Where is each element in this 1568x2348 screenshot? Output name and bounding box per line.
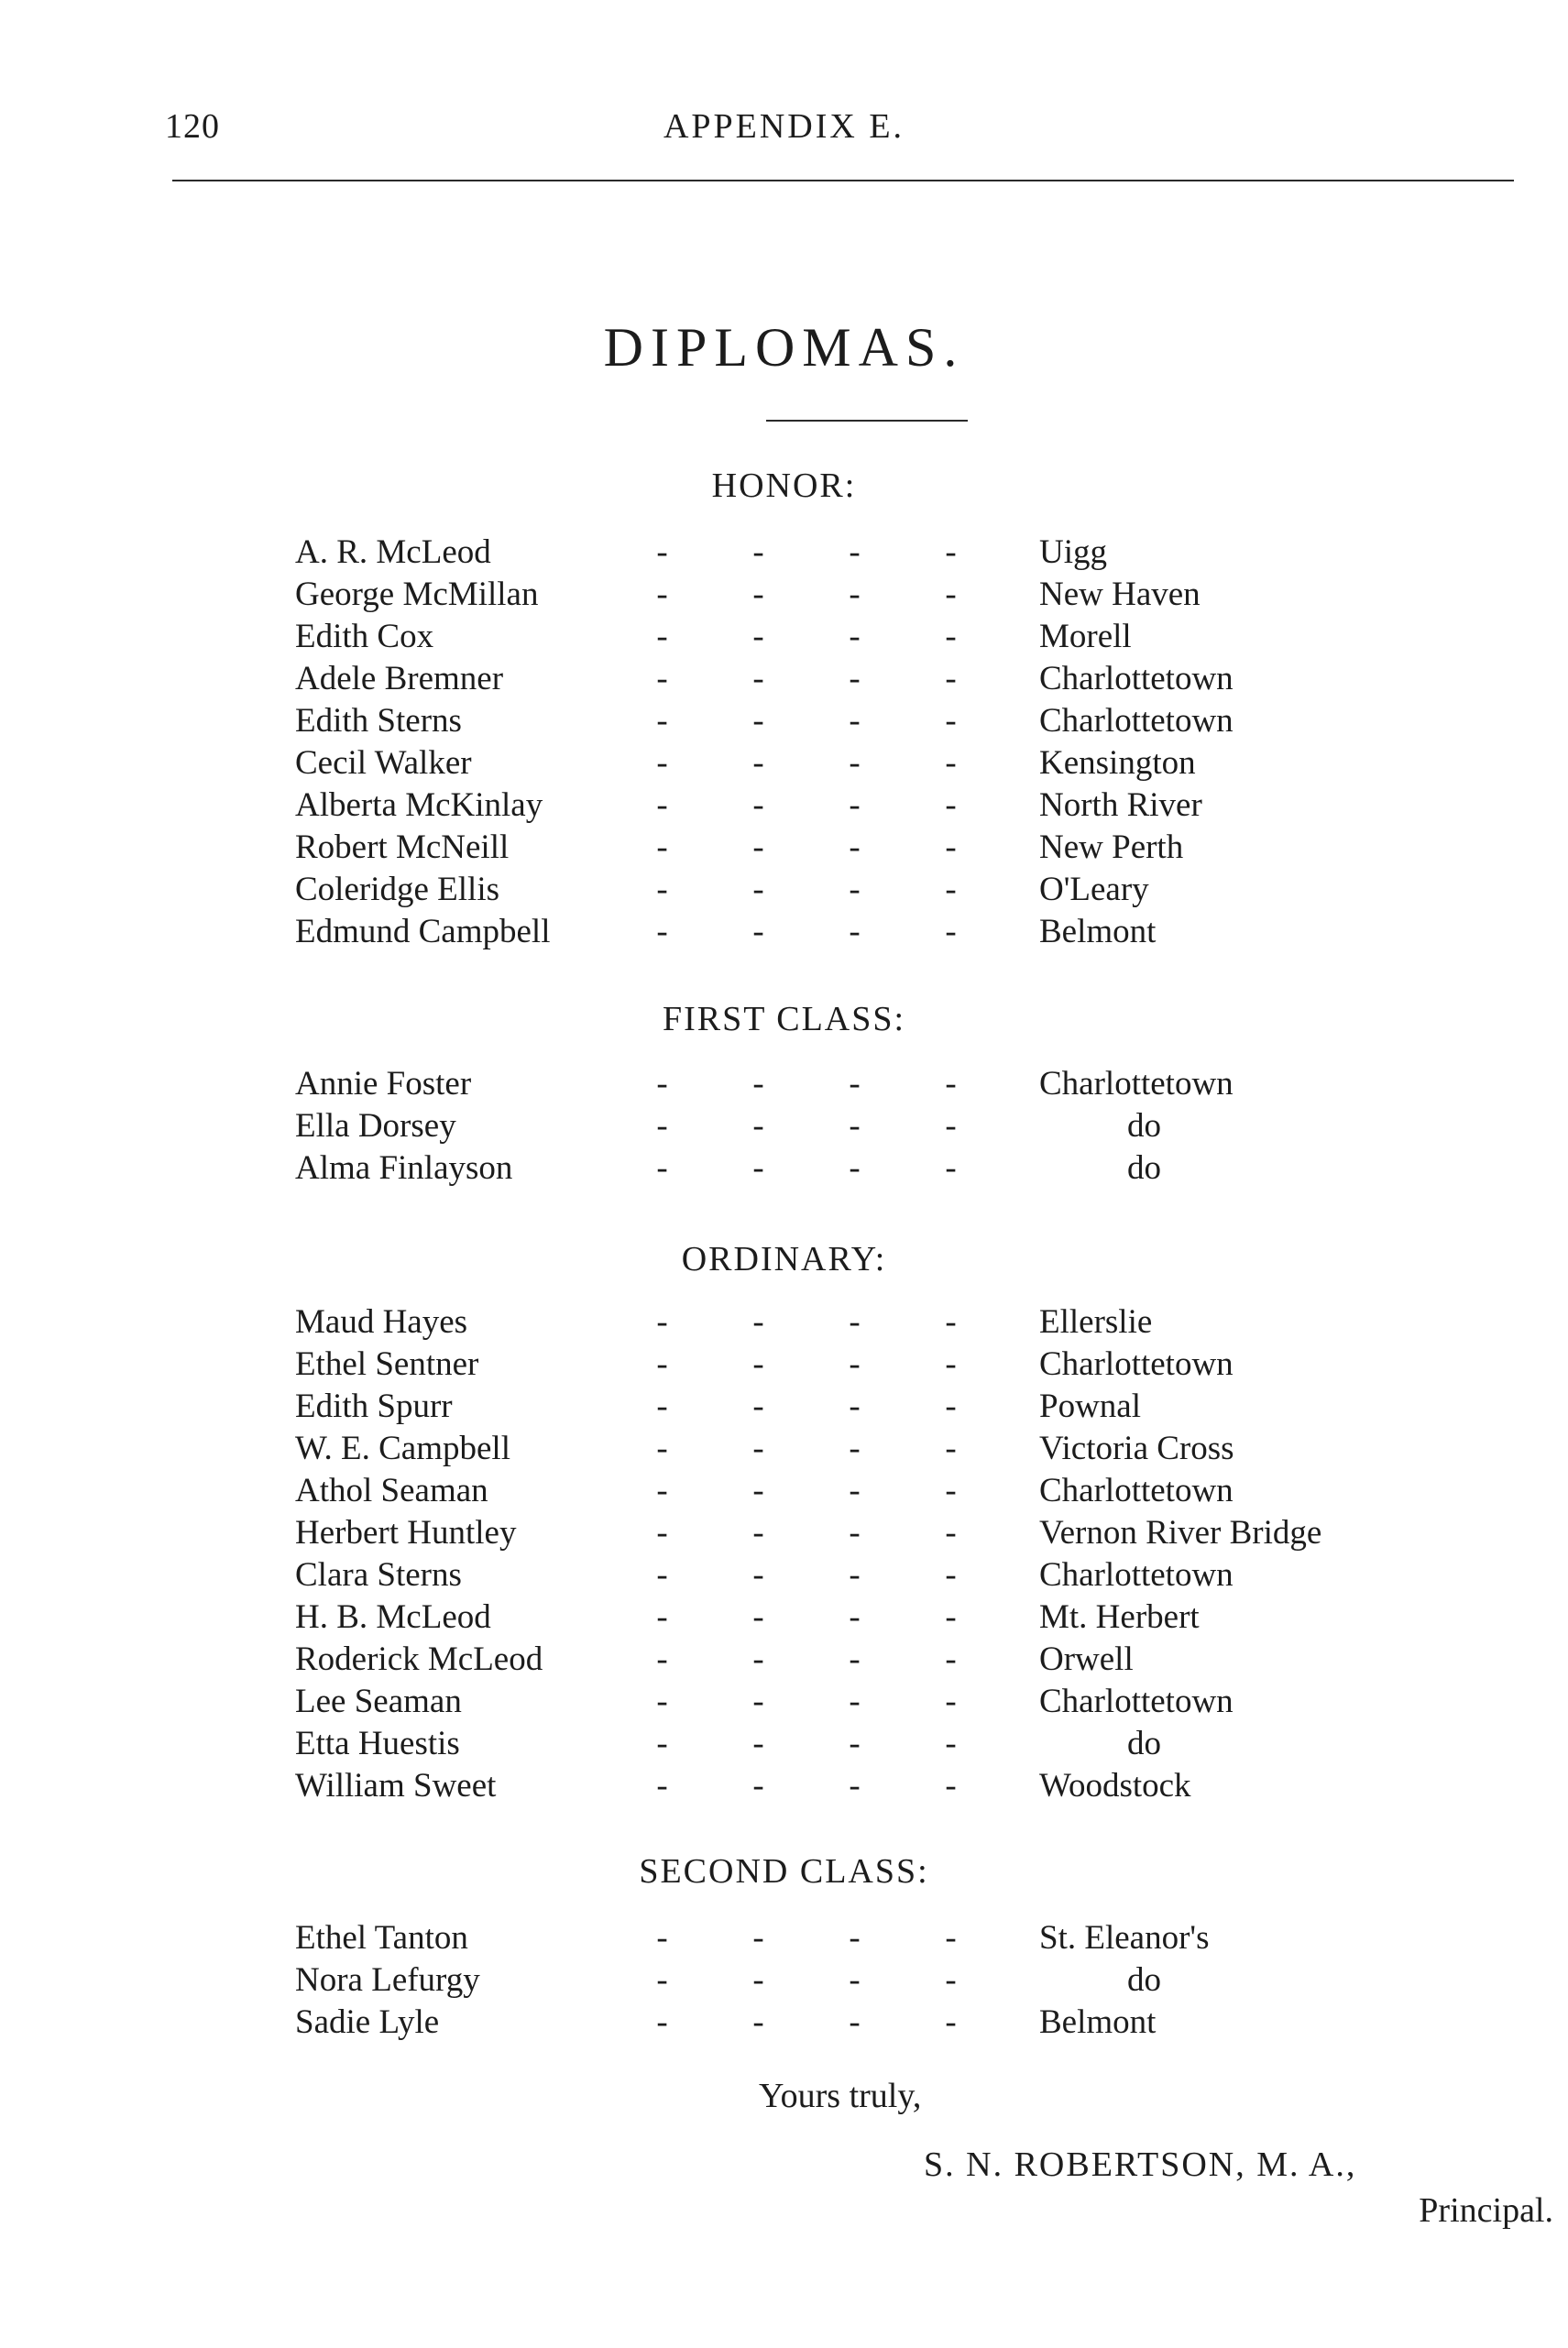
- entry-name: W. E. Campbell: [295, 1430, 510, 1467]
- leader-dots: - - - -: [656, 1767, 957, 1805]
- entry-place: New Haven: [1039, 576, 1201, 613]
- entry-place: Charlottetown: [1039, 1345, 1234, 1383]
- entry-name: Edith Spurr: [295, 1388, 453, 1425]
- list-item: [0, 616, 1568, 658]
- leader-dots: - - - -: [656, 1919, 957, 1957]
- page-number: 120: [165, 107, 220, 146]
- list-item: [0, 1723, 1568, 1765]
- leader-dots: - - - -: [656, 1345, 957, 1383]
- leader-dots: - - - -: [656, 1725, 957, 1762]
- leader-dots: - - - -: [656, 1388, 957, 1425]
- entry-place: Charlottetown: [1039, 1683, 1234, 1720]
- leader-dots: - - - -: [656, 1149, 957, 1187]
- entry-name: Sadie Lyle: [295, 2003, 440, 2041]
- signature-title: Principal.: [1419, 2191, 1553, 2230]
- entry-place: Orwell: [1039, 1640, 1134, 1678]
- entry-place: Belmont: [1039, 913, 1157, 950]
- entry-name: Edmund Campbell: [295, 913, 551, 950]
- leader-dots: - - - -: [656, 744, 957, 782]
- entry-name: Adele Bremner: [295, 660, 504, 697]
- entry-name: Cecil Walker: [295, 744, 472, 782]
- list-item: [0, 1765, 1568, 1807]
- entry-place: Victoria Cross: [1039, 1430, 1234, 1467]
- leader-dots: - - - -: [656, 702, 957, 740]
- entry-name: H. B. McLeod: [295, 1598, 491, 1636]
- leader-dots: - - - -: [656, 1640, 957, 1678]
- entry-name: Coleridge Ellis: [295, 871, 499, 908]
- entry-name: William Sweet: [295, 1767, 497, 1805]
- list-item: [0, 869, 1568, 911]
- entry-name: Robert McNeill: [295, 828, 510, 866]
- leader-dots: - - - -: [656, 1556, 957, 1594]
- entry-name: Alma Finlayson: [295, 1149, 513, 1187]
- entry-name: Edith Cox: [295, 618, 434, 655]
- list-item: [0, 1147, 1568, 1190]
- entry-name: Nora Lefurgy: [295, 1961, 480, 1999]
- section-heading-second-class: SECOND CLASS:: [639, 1852, 929, 1891]
- leader-dots: - - - -: [656, 1683, 957, 1720]
- entry-name: Ethel Tanton: [295, 1919, 468, 1957]
- leader-dots: - - - -: [656, 1430, 957, 1467]
- entry-place: Charlottetown: [1039, 1556, 1234, 1594]
- leader-dots: - - - -: [656, 1472, 957, 1509]
- leader-dots: - - - -: [656, 871, 957, 908]
- leader-dots: - - - -: [656, 1107, 957, 1145]
- entry-name: Annie Foster: [295, 1065, 472, 1103]
- entry-name: Alberta McKinlay: [295, 786, 543, 824]
- entries-second-class: [0, 1917, 1568, 2044]
- entry-place: Woodstock: [1039, 1767, 1191, 1805]
- list-item: [0, 1105, 1568, 1147]
- entry-place: New Perth: [1039, 828, 1184, 866]
- entry-place: Charlottetown: [1039, 1065, 1234, 1103]
- entry-name: Ethel Sentner: [295, 1345, 479, 1383]
- entry-name: Clara Sterns: [295, 1556, 462, 1594]
- leader-dots: - - - -: [656, 2003, 957, 2041]
- list-item: [0, 911, 1568, 953]
- leader-dots: - - - -: [656, 576, 957, 613]
- entry-place: do: [1127, 1961, 1161, 1999]
- entry-name: Lee Seaman: [295, 1683, 462, 1720]
- list-item: [0, 532, 1568, 574]
- list-item: [0, 784, 1568, 827]
- entry-name: Herbert Huntley: [295, 1514, 517, 1552]
- entry-place: Belmont: [1039, 2003, 1157, 2041]
- list-item: [0, 1063, 1568, 1105]
- list-item: [0, 1344, 1568, 1386]
- leader-dots: - - - -: [656, 1961, 957, 1999]
- list-item: [0, 1596, 1568, 1639]
- entry-name: Etta Huestis: [295, 1725, 460, 1762]
- leader-dots: - - - -: [656, 660, 957, 697]
- list-item: [0, 574, 1568, 616]
- entries-first-class: [0, 1063, 1568, 1190]
- entry-place: Charlottetown: [1039, 660, 1234, 697]
- entry-name: Roderick McLeod: [295, 1640, 543, 1678]
- entry-name: A. R. McLeod: [295, 533, 491, 571]
- list-item: [0, 1301, 1568, 1344]
- closing-salutation: Yours truly,: [759, 2077, 922, 2115]
- entries-ordinary: [0, 1301, 1568, 1807]
- entry-place: do: [1127, 1107, 1161, 1145]
- list-item: [0, 1681, 1568, 1723]
- entry-place: Kensington: [1039, 744, 1196, 782]
- list-item: [0, 1917, 1568, 1959]
- entry-place: Morell: [1039, 618, 1132, 655]
- leader-dots: - - - -: [656, 828, 957, 866]
- entry-place: Uigg: [1039, 533, 1107, 571]
- signature: S. N. ROBERTSON, M. A.,: [924, 2145, 1357, 2184]
- entry-name: Edith Sterns: [295, 702, 462, 740]
- section-heading-ordinary: ORDINARY:: [681, 1240, 887, 1278]
- leader-dots: - - - -: [656, 786, 957, 824]
- leader-dots: - - - -: [656, 1065, 957, 1103]
- section-heading-first-class: FIRST CLASS:: [662, 1000, 906, 1038]
- entry-name: Athol Seaman: [295, 1472, 488, 1509]
- list-item: [0, 827, 1568, 869]
- leader-dots: - - - -: [656, 533, 957, 571]
- page-title: DIPLOMAS.: [603, 317, 965, 378]
- title-rule: [766, 420, 968, 422]
- entries-honor: [0, 532, 1568, 953]
- list-item: [0, 1470, 1568, 1512]
- list-item: [0, 1554, 1568, 1596]
- leader-dots: - - - -: [656, 1514, 957, 1552]
- entry-place: Pownal: [1039, 1388, 1141, 1425]
- leader-dots: - - - -: [656, 1303, 957, 1341]
- list-item: [0, 1959, 1568, 2002]
- list-item: [0, 1386, 1568, 1428]
- list-item: [0, 658, 1568, 700]
- list-item: [0, 742, 1568, 784]
- entry-place: Ellerslie: [1039, 1303, 1153, 1341]
- running-head: APPENDIX E.: [663, 107, 905, 146]
- entry-place: O'Leary: [1039, 871, 1149, 908]
- entry-place: Charlottetown: [1039, 702, 1234, 740]
- list-item: [0, 1512, 1568, 1554]
- list-item: [0, 700, 1568, 742]
- leader-dots: - - - -: [656, 618, 957, 655]
- entry-name: George McMillan: [295, 576, 539, 613]
- entry-place: do: [1127, 1149, 1161, 1187]
- list-item: [0, 2002, 1568, 2044]
- entry-place: Mt. Herbert: [1039, 1598, 1200, 1636]
- entry-place: North River: [1039, 786, 1202, 824]
- list-item: [0, 1639, 1568, 1681]
- entry-place: Vernon River Bridge: [1039, 1514, 1322, 1552]
- entry-name: Ella Dorsey: [295, 1107, 456, 1145]
- entry-name: Maud Hayes: [295, 1303, 468, 1341]
- leader-dots: - - - -: [656, 913, 957, 950]
- entry-place: do: [1127, 1725, 1161, 1762]
- entry-place: Charlottetown: [1039, 1472, 1234, 1509]
- header-rule: [172, 180, 1514, 181]
- leader-dots: - - - -: [656, 1598, 957, 1636]
- entry-place: St. Eleanor's: [1039, 1919, 1210, 1957]
- section-heading-honor: HONOR:: [711, 466, 857, 505]
- list-item: [0, 1428, 1568, 1470]
